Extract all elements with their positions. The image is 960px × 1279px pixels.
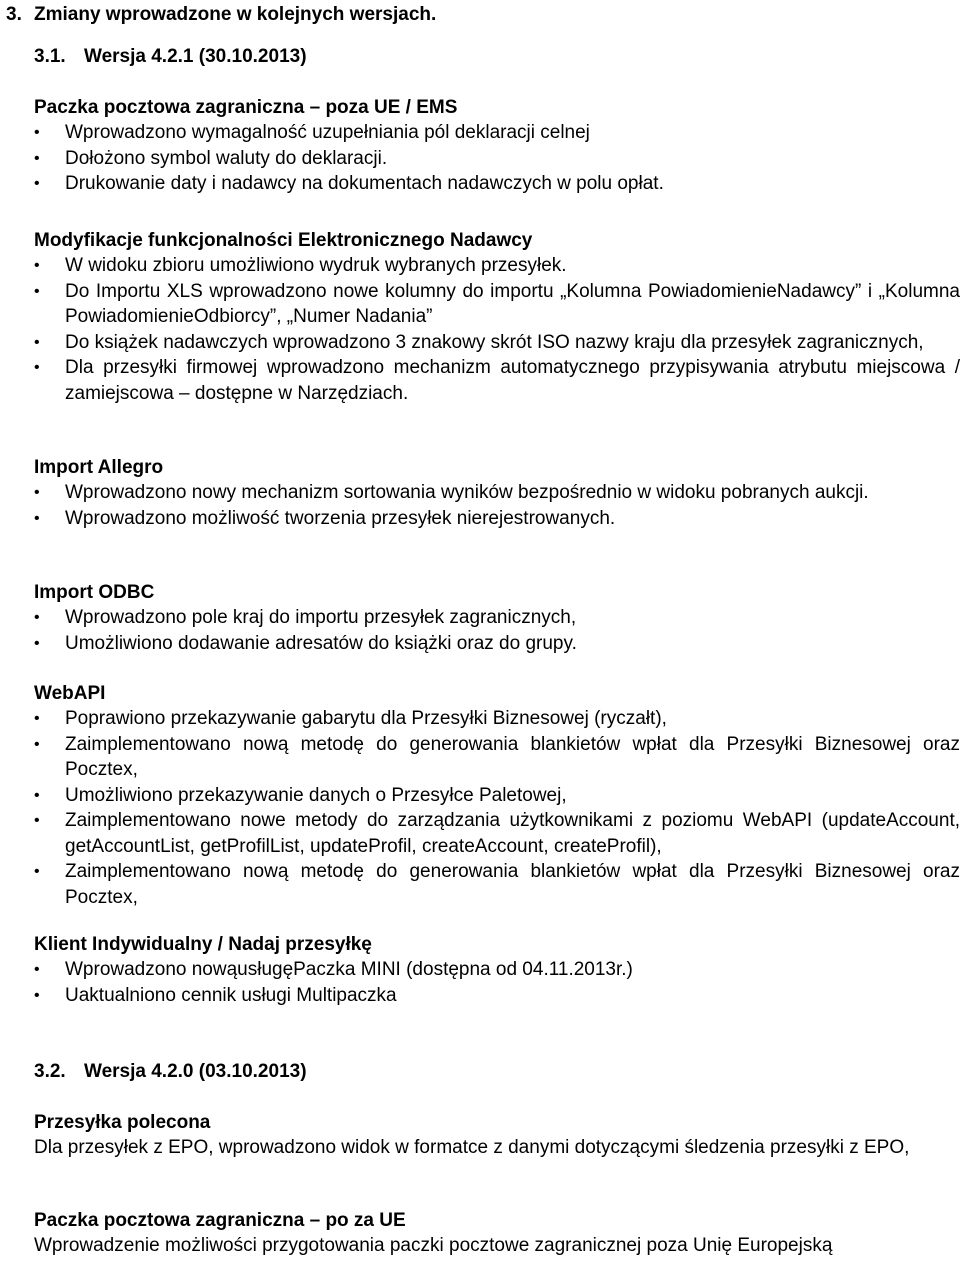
list-item: • Wprowadzono nowąusługęPaczka MINI (dostępna od 04.11.2013r.) [34, 957, 960, 983]
paragraph-paczka-po-za-ue: Wprowadzenie możliwości przygotowania paczki pocztowe zagranicznej poza Unię Europejską [34, 1235, 833, 1256]
version-number: 3.2. [34, 1061, 66, 1082]
list-item: • Do książek nadawczych wprowadzono 3 znakowy skrót ISO nazwy kraju dla przesyłek zagranicznych, [34, 330, 960, 356]
bullet-icon: • [34, 609, 40, 626]
group-heading-klient-indywidualny: Klient Indywidualny / Nadaj przesyłkę [34, 934, 372, 955]
bullet-icon: • [34, 961, 40, 978]
bullet-icon: • [34, 124, 40, 141]
group-heading-import-allegro: Import Allegro [34, 457, 164, 478]
bullet-icon: • [34, 509, 40, 527]
list-item: • Do Importu XLS wprowadzono nowe kolumny do importu „Kolumna PowiadomienieNadawcy” i „Kolumna PowiadomienieOdbiorcy”, „Numer Nadania” [34, 280, 960, 327]
version-number: 3.1. [34, 46, 66, 67]
group-list-paczka-poza-ue-ems [34, 120, 960, 197]
list-item: • Dołożono symbol waluty do deklaracji. [34, 146, 960, 172]
list-item: • Dla przesyłki firmowej wprowadzono mechanizm automatycznego przypisywania atrybutu miejscowa / zamiejscowa – dostępne w Narzędziach. [34, 357, 960, 404]
list-item: • Umożliwiono dodawanie adresatów do książki oraz do grupy. [34, 631, 960, 657]
list-item: • Poprawiono przekazywanie gabarytu dla Przesyłki Biznesowej (ryczałt), [34, 706, 960, 732]
group-list-import-odbc [34, 605, 960, 656]
group-heading-import-odbc: Import ODBC [34, 582, 155, 603]
group-heading-paczka-po-za-ue: Paczka pocztowa zagraniczna – po za UE [34, 1210, 406, 1231]
list-item: • Zaimplementowano nowe metody do zarządzania użytkownikami z poziomu WebAPI (updateAccount, getAccountList, getProfilList, updateProfil, createAccount, createProfil), [34, 810, 960, 857]
list-item: • Drukowanie daty i nadawcy na dokumentach nadawczych w polu opłat. [34, 171, 960, 197]
group-heading-webapi: WebAPI [34, 683, 106, 704]
bullet-icon: • [34, 634, 40, 652]
list-item: • W widoku zbioru umożliwiono wydruk wybranych przesyłek. [34, 253, 960, 279]
section-number: 3. [6, 4, 22, 25]
group-heading-paczka-poza-ue-ems: Paczka pocztowa zagraniczna – poza UE / EMS [34, 97, 458, 118]
bullet-icon: • [34, 149, 40, 167]
bullet-icon: • [34, 710, 40, 727]
bullet-icon: • [34, 359, 40, 376]
bullet-icon: • [34, 735, 40, 753]
section-title: Zmiany wprowadzone w kolejnych wersjach. [34, 4, 437, 25]
version-title: Wersja 4.2.1 (30.10.2013) [84, 46, 307, 67]
group-list-klient-indywidualny [34, 957, 960, 1008]
section-heading [6, 2, 436, 28]
group-list-webapi [34, 706, 960, 910]
list-item: • Uaktualniono cennik usługi Multipaczka [34, 983, 960, 1009]
bullet-icon: • [34, 333, 40, 351]
list-item: • Wprowadzono nowy mechanizm sortowania wyników bezpośrednio w widoku pobranych aukcji. [34, 480, 960, 506]
list-item: • Wprowadzono wymagalność uzupełniania pól deklaracji celnej [34, 120, 960, 146]
group-list-modyfikacje [34, 253, 960, 406]
bullet-icon: • [34, 175, 40, 192]
list-item: • Wprowadzono pole kraj do importu przesyłek zagranicznych, [34, 605, 960, 631]
group-heading-modyfikacje: Modyfikacje funkcjonalności Elektronicznego Nadawcy [34, 230, 533, 251]
list-item: • Zaimplementowano nową metodę do generowania blankietów wpłat dla Przesyłki Biznesowej oraz Pocztex, [34, 733, 960, 780]
version-heading-4-2-1 [34, 44, 307, 70]
group-heading-przesylka-polecona: Przesyłka polecona [34, 1112, 211, 1133]
version-heading-4-2-0 [34, 1059, 307, 1085]
bullet-icon: • [34, 282, 40, 300]
bullet-icon: • [34, 812, 40, 829]
list-item: • Umożliwiono przekazywanie danych o Przesyłce Paletowej, [34, 783, 960, 809]
bullet-icon: • [34, 863, 40, 880]
list-item: • Zaimplementowano nową metodę do generowania blankietów wpłat dla Przesyłki Biznesowej oraz Pocztex, [34, 861, 960, 908]
bullet-icon: • [34, 484, 40, 501]
version-title: Wersja 4.2.0 (03.10.2013) [84, 1061, 307, 1082]
bullet-icon: • [34, 786, 40, 804]
bullet-icon: • [34, 986, 40, 1004]
group-list-import-allegro [34, 480, 960, 531]
paragraph-przesylka-polecona: Dla przesyłek z EPO, wprowadzono widok w formatce z danymi dotyczącymi śledzenia przesyłki z EPO, [34, 1137, 910, 1158]
bullet-icon: • [34, 257, 40, 274]
list-item: • Wprowadzono możliwość tworzenia przesyłek nierejestrowanych. [34, 506, 960, 532]
